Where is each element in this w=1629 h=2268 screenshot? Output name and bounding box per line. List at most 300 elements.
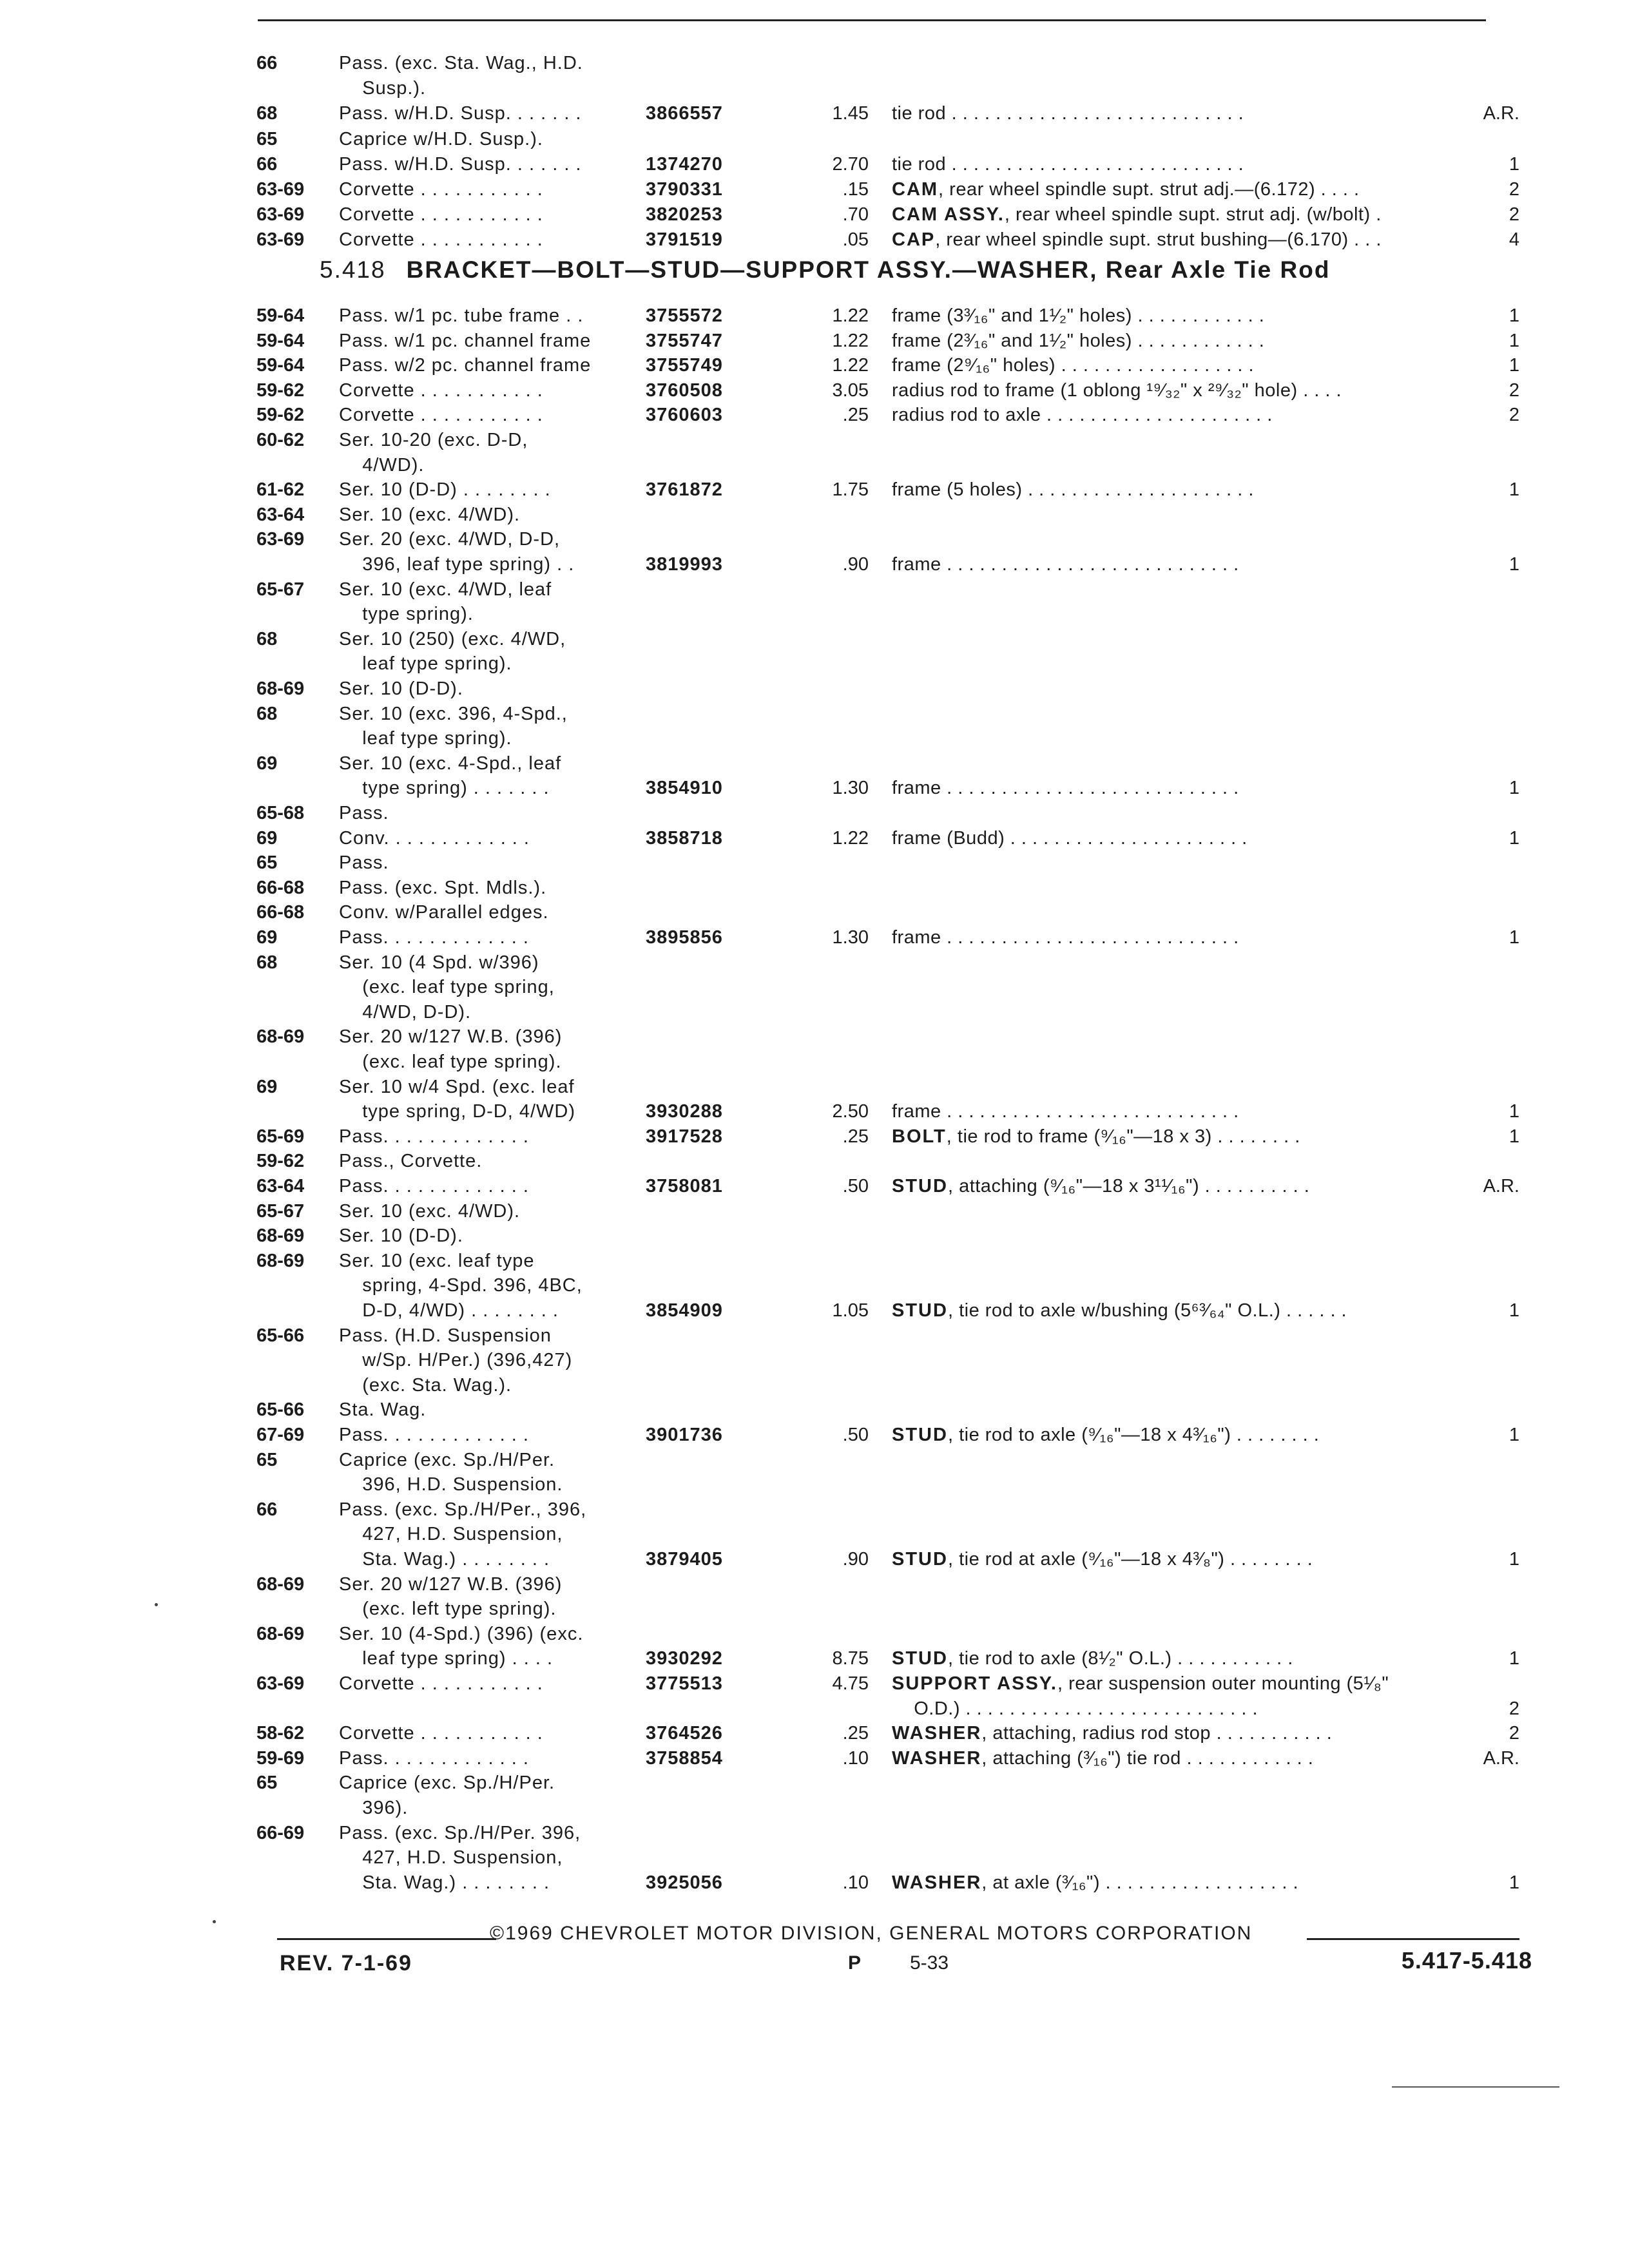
table-row <box>0 1845 1629 1870</box>
quantity: 1 <box>1509 778 1519 799</box>
table-row <box>0 1745 1629 1771</box>
scan-speck <box>213 1920 216 1923</box>
application: type spring). <box>339 604 474 625</box>
part-description: radius rod to frame (1 oblong ¹⁹⁄₃₂" x ²⁹⁄₃₂" hole) . . . . <box>892 380 1342 401</box>
part-description: WASHER, at axle (³⁄₁₆") . . . . . . . . . . . . . . . . . . <box>892 1872 1299 1893</box>
model-year: 61-62 <box>256 479 305 501</box>
application: Corvette . . . . . . . . . . . <box>339 229 543 251</box>
application: type spring, D-D, 4/WD) <box>339 1101 576 1122</box>
list-price: 4.75 <box>832 1673 869 1694</box>
list-price: .50 <box>842 1425 869 1445</box>
model-year: 66 <box>256 153 278 175</box>
application: leaf type spring). <box>339 653 512 675</box>
table-row <box>0 177 1629 202</box>
model-year: 68 <box>256 628 278 649</box>
application: 427, H.D. Suspension, <box>339 1524 563 1545</box>
application: Pass. w/2 pc. channel frame <box>339 355 592 376</box>
part-description: frame (5 holes) . . . . . . . . . . . . . . . . . . . . . <box>892 479 1254 501</box>
application: Corvette . . . . . . . . . . . <box>339 1673 543 1694</box>
list-price: 2.50 <box>832 1101 869 1122</box>
model-year: 65-67 <box>256 1200 305 1222</box>
table-row <box>0 1323 1629 1349</box>
part-description: radius rod to axle . . . . . . . . . . . . . . . . . . . . . <box>892 405 1273 426</box>
list-price: .05 <box>842 229 869 251</box>
table-row <box>0 1298 1629 1323</box>
part-number: 3930288 <box>646 1101 723 1122</box>
table-row <box>0 676 1629 702</box>
model-year: 59-69 <box>256 1747 305 1769</box>
table-row <box>0 303 1629 329</box>
list-price: .10 <box>842 1747 869 1769</box>
table-row <box>0 1397 1629 1423</box>
table-row <box>0 1347 1629 1373</box>
part-number: 3758854 <box>646 1747 723 1769</box>
model-year: 66 <box>256 1499 278 1520</box>
model-year: 68 <box>256 952 278 973</box>
footer-bottom-rule <box>1392 2086 1559 2088</box>
application: Ser. 10 (D-D) . . . . . . . . <box>339 479 551 501</box>
model-year: 68-69 <box>256 1250 305 1271</box>
table-row <box>0 1447 1629 1473</box>
list-price: .10 <box>842 1872 869 1893</box>
part-number: 3755749 <box>646 355 723 376</box>
footer-page-number: 5-33 <box>910 1952 949 1974</box>
part-description: frame (2⁹⁄₁₆" holes) . . . . . . . . . . . . . . . . . . <box>892 355 1255 376</box>
table-row <box>0 552 1629 577</box>
table-row <box>0 1372 1629 1398</box>
part-description: STUD, attaching (⁹⁄₁₆"—18 x 3¹¹⁄₁₆") . . . . . . . . . . <box>892 1176 1310 1196</box>
part-number: 3755572 <box>646 305 723 326</box>
application: Ser. 10 (exc. 4/WD). <box>339 1200 521 1222</box>
application: spring, 4-Spd. 396, 4BC, <box>339 1275 583 1296</box>
table-row <box>0 50 1629 76</box>
application: Pass. (exc. Sp./H/Per. 396, <box>339 1822 581 1843</box>
model-year: 59-62 <box>256 380 305 401</box>
list-price: 1.45 <box>832 103 869 124</box>
application: Pass. . . . . . . . . . . . . <box>339 1425 529 1445</box>
application: Pass. w/H.D. Susp. . . . . . . <box>339 103 582 124</box>
model-year: 65 <box>256 1773 278 1794</box>
section-number: 5.418 <box>320 256 386 283</box>
application: Pass. . . . . . . . . . . . . <box>339 1747 529 1769</box>
part-description: STUD, tie rod at axle (⁹⁄₁₆"—18 x 4³⁄₈") . . . . . . . . <box>892 1549 1313 1570</box>
application: Corvette . . . . . . . . . . . <box>339 204 543 226</box>
part-description: frame (2³⁄₁₆" and 1¹⁄₂" holes) . . . . . . . . . . . . <box>892 330 1265 351</box>
footer-rule-left <box>277 1938 496 1940</box>
application: Pass. <box>339 852 389 874</box>
quantity: 1 <box>1509 153 1519 175</box>
part-description: STUD, tie rod to axle (8¹⁄₂" O.L.) . . . . . . . . . . . <box>892 1648 1293 1669</box>
list-price: 8.75 <box>832 1648 869 1669</box>
application: (exc. Sta. Wag.). <box>339 1374 512 1396</box>
part-number: 3901736 <box>646 1425 723 1445</box>
quantity: 1 <box>1509 355 1519 376</box>
model-year: 58-62 <box>256 1723 305 1744</box>
table-row <box>0 1024 1629 1050</box>
table-row <box>0 1049 1629 1075</box>
part-number: 3866557 <box>646 103 723 124</box>
table-row <box>0 577 1629 602</box>
part-number: 3858718 <box>646 827 723 849</box>
part-number: 3760603 <box>646 405 723 426</box>
part-number: 3755747 <box>646 330 723 351</box>
table-row <box>0 1074 1629 1100</box>
model-year: 63-64 <box>256 504 305 525</box>
list-price: .25 <box>842 1723 869 1744</box>
table-row <box>0 1546 1629 1572</box>
application: (exc. left type spring). <box>339 1599 557 1620</box>
table-row <box>0 1198 1629 1224</box>
model-year: 66-68 <box>256 902 305 923</box>
model-year: 65-69 <box>256 1126 305 1147</box>
top-rule <box>258 19 1486 21</box>
application: Ser. 10 (exc. 4/WD). <box>339 504 521 525</box>
footer-revision: REV. 7-1-69 <box>280 1951 412 1975</box>
application: w/Sp. H/Per.) (396,427) <box>339 1350 573 1371</box>
table-row <box>0 1795 1629 1821</box>
part-number: 3790331 <box>646 179 723 200</box>
model-year: 65-66 <box>256 1325 305 1346</box>
part-description: CAM ASSY., rear wheel spindle supt. strut adj. (w/bolt) . <box>892 204 1382 226</box>
list-price: 1.75 <box>832 479 869 501</box>
application: leaf type spring). <box>339 728 512 749</box>
application: Ser. 10 (D-D). <box>339 678 463 699</box>
model-year: 59-64 <box>256 355 305 376</box>
application: Pass. (exc. Sp./H/Per., 396, <box>339 1499 587 1520</box>
part-number: 3791519 <box>646 229 723 251</box>
part-number: 3758081 <box>646 1176 723 1196</box>
table-row <box>0 1770 1629 1796</box>
model-year: 68-69 <box>256 1026 305 1048</box>
model-year: 67-69 <box>256 1425 305 1445</box>
model-year: 60-62 <box>256 430 305 450</box>
model-year: 63-69 <box>256 529 305 550</box>
part-description: O.D.) . . . . . . . . . . . . . . . . . . . . . . . . . . . <box>892 1698 1258 1719</box>
application: Conv. . . . . . . . . . . . . <box>339 827 530 849</box>
application: Sta. Wag.) . . . . . . . . <box>339 1872 550 1893</box>
application: 396). <box>339 1798 409 1818</box>
application: Susp.). <box>339 78 427 99</box>
table-row <box>0 202 1629 227</box>
application: Pass. w/H.D. Susp. . . . . . . <box>339 153 582 175</box>
list-price: .90 <box>842 554 869 575</box>
section-title: BRACKET—BOLT—STUD—SUPPORT ASSY.—WASHER, Rear Axle Tie Rod <box>406 256 1331 283</box>
part-description: CAM, rear wheel spindle supt. strut adj.—(6.172) . . . . <box>892 179 1360 200</box>
table-row <box>0 850 1629 876</box>
table-row <box>0 402 1629 428</box>
part-number: 3760508 <box>646 380 723 401</box>
application: Ser. 10-20 (exc. D-D, <box>339 430 528 450</box>
quantity: 2 <box>1509 179 1519 200</box>
application: Pass. . . . . . . . . . . . . <box>339 1126 529 1147</box>
table-row <box>0 899 1629 925</box>
part-number: 3820253 <box>646 204 723 226</box>
part-description: frame . . . . . . . . . . . . . . . . . . . . . . . . . . . <box>892 554 1239 575</box>
part-description: frame . . . . . . . . . . . . . . . . . . . . . . . . . . . <box>892 1101 1239 1122</box>
model-year: 63-69 <box>256 179 305 200</box>
application: Ser. 10 (exc. 4-Spd., leaf <box>339 753 562 774</box>
application: D-D, 4/WD) . . . . . . . . <box>339 1300 559 1321</box>
application: Pass. <box>339 803 389 823</box>
footer-p-label: P <box>848 1952 862 1974</box>
list-price: 1.05 <box>832 1300 869 1321</box>
list-price: .50 <box>842 1176 869 1196</box>
model-year: 59-64 <box>256 305 305 326</box>
part-description: frame (3³⁄₁₆" and 1¹⁄₂" holes) . . . . . . . . . . . . <box>892 305 1265 326</box>
quantity: A.R. <box>1483 1176 1519 1196</box>
table-row <box>0 875 1629 901</box>
part-description: WASHER, attaching (³⁄₁₆") tie rod . . . . . . . . . . . . <box>892 1747 1314 1769</box>
part-description: frame (Budd) . . . . . . . . . . . . . . . . . . . . . . <box>892 827 1248 849</box>
model-year: 65 <box>256 128 278 149</box>
application: Ser. 20 (exc. 4/WD, D-D, <box>339 529 561 550</box>
table-row <box>0 1820 1629 1846</box>
application: Corvette . . . . . . . . . . . <box>339 380 543 401</box>
scan-speck <box>155 1603 158 1606</box>
application: Ser. 10 (exc. leaf type <box>339 1250 535 1271</box>
list-price: 1.22 <box>832 355 869 376</box>
part-description: WASHER, attaching, radius rod stop . . . . . . . . . . . <box>892 1723 1333 1744</box>
application: Pass. . . . . . . . . . . . . <box>339 927 529 948</box>
quantity: 2 <box>1509 380 1519 401</box>
quantity: 2 <box>1509 204 1519 226</box>
application: Pass., Corvette. <box>339 1151 483 1172</box>
application: Pass. . . . . . . . . . . . . <box>339 1176 529 1196</box>
table-row <box>0 1696 1629 1722</box>
model-year: 66-68 <box>256 877 305 898</box>
application: 427, H.D. Suspension, <box>339 1847 563 1869</box>
application: Sta. Wag.) . . . . . . . . <box>339 1549 550 1570</box>
table-row <box>0 101 1629 126</box>
table-row <box>0 626 1629 652</box>
list-price: .70 <box>842 204 869 226</box>
model-year: 59-64 <box>256 330 305 351</box>
table-row <box>0 800 1629 826</box>
footer-section-range: 5.417-5.418 <box>1401 1947 1532 1974</box>
application: Ser. 10 w/4 Spd. (exc. leaf <box>339 1076 575 1097</box>
table-row <box>0 1571 1629 1597</box>
application: Ser. 10 (D-D). <box>339 1225 463 1247</box>
part-number: 3819993 <box>646 554 723 575</box>
application: Ser. 20 w/127 W.B. (396) <box>339 1026 563 1048</box>
quantity: 1 <box>1509 827 1519 849</box>
table-row <box>0 825 1629 851</box>
model-year: 65 <box>256 852 278 874</box>
application: 4/WD, D-D). <box>339 1001 472 1023</box>
table-row <box>0 701 1629 727</box>
section-heading <box>320 256 1330 284</box>
model-year: 69 <box>256 1076 278 1097</box>
list-price: 1.22 <box>832 827 869 849</box>
table-row <box>0 1223 1629 1249</box>
part-description: STUD, tie rod to axle w/bushing (5⁶³⁄₆₄" O.L.) . . . . . . <box>892 1300 1347 1321</box>
quantity: 1 <box>1509 330 1519 351</box>
model-year: 68-69 <box>256 1573 305 1595</box>
quantity: A.R. <box>1483 1747 1519 1769</box>
model-year: 68 <box>256 703 278 724</box>
part-number: 3854909 <box>646 1300 723 1321</box>
application: Caprice (exc. Sp./H/Per. <box>339 1773 555 1794</box>
part-number: 3764526 <box>646 1723 723 1744</box>
list-price: 1.22 <box>832 305 869 326</box>
table-row <box>0 1099 1629 1124</box>
table-row <box>0 601 1629 627</box>
table-row <box>0 227 1629 253</box>
application: Caprice w/H.D. Susp.). <box>339 128 543 149</box>
table-row <box>0 1497 1629 1523</box>
table-row <box>0 1621 1629 1647</box>
table-row <box>0 751 1629 776</box>
model-year: 68-69 <box>256 1225 305 1247</box>
table-row <box>0 1148 1629 1174</box>
model-year: 63-69 <box>256 204 305 226</box>
list-price: .25 <box>842 1126 869 1147</box>
model-year: 65-68 <box>256 803 305 823</box>
part-description: SUPPORT ASSY., rear suspension outer mounting (5¹⁄₈" <box>892 1673 1389 1694</box>
part-number: 3925056 <box>646 1872 723 1893</box>
model-year: 68 <box>256 103 278 124</box>
table-row <box>0 999 1629 1025</box>
part-description: STUD, tie rod to axle (⁹⁄₁₆"—18 x 4³⁄₁₆") . . . . . . . . <box>892 1425 1320 1445</box>
quantity: 1 <box>1509 1126 1519 1147</box>
table-row <box>0 1173 1629 1199</box>
application: Caprice (exc. Sp./H/Per. <box>339 1449 555 1470</box>
table-row <box>0 126 1629 152</box>
part-number: 3917528 <box>646 1126 723 1147</box>
application: leaf type spring) . . . . <box>339 1648 554 1669</box>
model-year: 63-69 <box>256 1673 305 1694</box>
table-row <box>0 651 1629 677</box>
application: (exc. leaf type spring). <box>339 1052 562 1072</box>
application: Pass. w/1 pc. channel frame <box>339 330 592 351</box>
quantity: 2 <box>1509 405 1519 426</box>
model-year: 68-69 <box>256 1623 305 1644</box>
table-row <box>0 427 1629 453</box>
part-description: tie rod . . . . . . . . . . . . . . . . . . . . . . . . . . . <box>892 153 1244 175</box>
part-description: frame . . . . . . . . . . . . . . . . . . . . . . . . . . . <box>892 927 1239 948</box>
model-year: 63-64 <box>256 1176 305 1196</box>
list-price: 2.70 <box>832 153 869 175</box>
model-year: 59-62 <box>256 405 305 426</box>
model-year: 66-69 <box>256 1822 305 1843</box>
application: Corvette . . . . . . . . . . . <box>339 1723 543 1744</box>
table-row <box>0 775 1629 801</box>
quantity: 1 <box>1509 1101 1519 1122</box>
quantity: 1 <box>1509 1300 1519 1321</box>
part-number: 3854910 <box>646 778 723 799</box>
part-number: 3879405 <box>646 1549 723 1570</box>
list-price: 1.30 <box>832 778 869 799</box>
quantity: 1 <box>1509 305 1519 326</box>
list-price: 3.05 <box>832 380 869 401</box>
part-description: tie rod . . . . . . . . . . . . . . . . . . . . . . . . . . . <box>892 103 1244 124</box>
list-price: .15 <box>842 179 869 200</box>
table-row <box>0 950 1629 975</box>
part-number: 3895856 <box>646 927 723 948</box>
part-description: BOLT, tie rod to frame (⁹⁄₁₆"—18 x 3) . . . . . . . . <box>892 1126 1300 1147</box>
table-row <box>0 1870 1629 1896</box>
quantity: 1 <box>1509 1549 1519 1570</box>
model-year: 59-62 <box>256 1151 305 1172</box>
application: Corvette . . . . . . . . . . . <box>339 179 543 200</box>
table-row <box>0 1273 1629 1298</box>
table-row <box>0 1248 1629 1274</box>
part-description: frame . . . . . . . . . . . . . . . . . . . . . . . . . . . <box>892 778 1239 799</box>
application: Ser. 10 (4-Spd.) (396) (exc. <box>339 1623 584 1644</box>
part-description: CAP, rear wheel spindle supt. strut bushing—(6.170) . . . <box>892 229 1382 251</box>
part-number: 3775513 <box>646 1673 723 1694</box>
model-year: 69 <box>256 927 278 948</box>
application: Ser. 10 (4 Spd. w/396) <box>339 952 539 973</box>
table-row <box>0 151 1629 177</box>
application: Pass. (H.D. Suspension <box>339 1325 552 1346</box>
table-row <box>0 1422 1629 1448</box>
application: Corvette . . . . . . . . . . . <box>339 405 543 426</box>
application: Ser. 20 w/127 W.B. (396) <box>339 1573 563 1595</box>
list-price: 1.30 <box>832 927 869 948</box>
application: Ser. 10 (exc. 396, 4-Spd., <box>339 703 568 724</box>
quantity: A.R. <box>1483 103 1519 124</box>
part-number: 3930292 <box>646 1648 723 1669</box>
quantity: 2 <box>1509 1723 1519 1744</box>
application: 4/WD). <box>339 454 425 476</box>
table-row <box>0 974 1629 1000</box>
model-year: 65 <box>256 1449 278 1470</box>
table-row <box>0 1596 1629 1622</box>
model-year: 68-69 <box>256 678 305 699</box>
application: 396, leaf type spring) . . <box>339 554 575 575</box>
part-number: 3761872 <box>646 479 723 501</box>
table-row <box>0 477 1629 503</box>
quantity: 4 <box>1509 229 1519 251</box>
quantity: 1 <box>1509 1425 1519 1445</box>
quantity: 1 <box>1509 1648 1519 1669</box>
table-row <box>0 328 1629 354</box>
quantity: 1 <box>1509 479 1519 501</box>
model-year: 63-69 <box>256 229 305 251</box>
quantity: 2 <box>1509 1698 1519 1719</box>
table-row <box>0 502 1629 528</box>
application: Sta. Wag. <box>339 1399 427 1421</box>
table-row <box>0 1521 1629 1547</box>
table-row <box>0 526 1629 552</box>
table-row <box>0 726 1629 751</box>
part-number: 1374270 <box>646 153 723 175</box>
model-year: 69 <box>256 753 278 774</box>
list-price: .90 <box>842 1549 869 1570</box>
table-row <box>0 452 1629 478</box>
table-row <box>0 75 1629 101</box>
quantity: 1 <box>1509 927 1519 948</box>
application: Pass. (exc. Sta. Wag., H.D. <box>339 53 583 73</box>
application: (exc. leaf type spring, <box>339 977 555 998</box>
application: Pass. w/1 pc. tube frame . . <box>339 305 584 326</box>
list-price: .25 <box>842 405 869 426</box>
quantity: 1 <box>1509 554 1519 575</box>
model-year: 65-67 <box>256 579 305 600</box>
application: Pass. (exc. Spt. Mdls.). <box>339 877 547 898</box>
table-row <box>0 1124 1629 1149</box>
table-row <box>0 1646 1629 1671</box>
quantity: 1 <box>1509 1872 1519 1893</box>
application: 396, H.D. Suspension. <box>339 1474 563 1495</box>
list-price: 1.22 <box>832 330 869 351</box>
application: Ser. 10 (250) (exc. 4/WD, <box>339 628 566 649</box>
footer-rule-right <box>1307 1938 1519 1940</box>
table-row <box>0 1720 1629 1746</box>
application: type spring) . . . . . . . <box>339 778 550 799</box>
model-year: 66 <box>256 53 278 73</box>
